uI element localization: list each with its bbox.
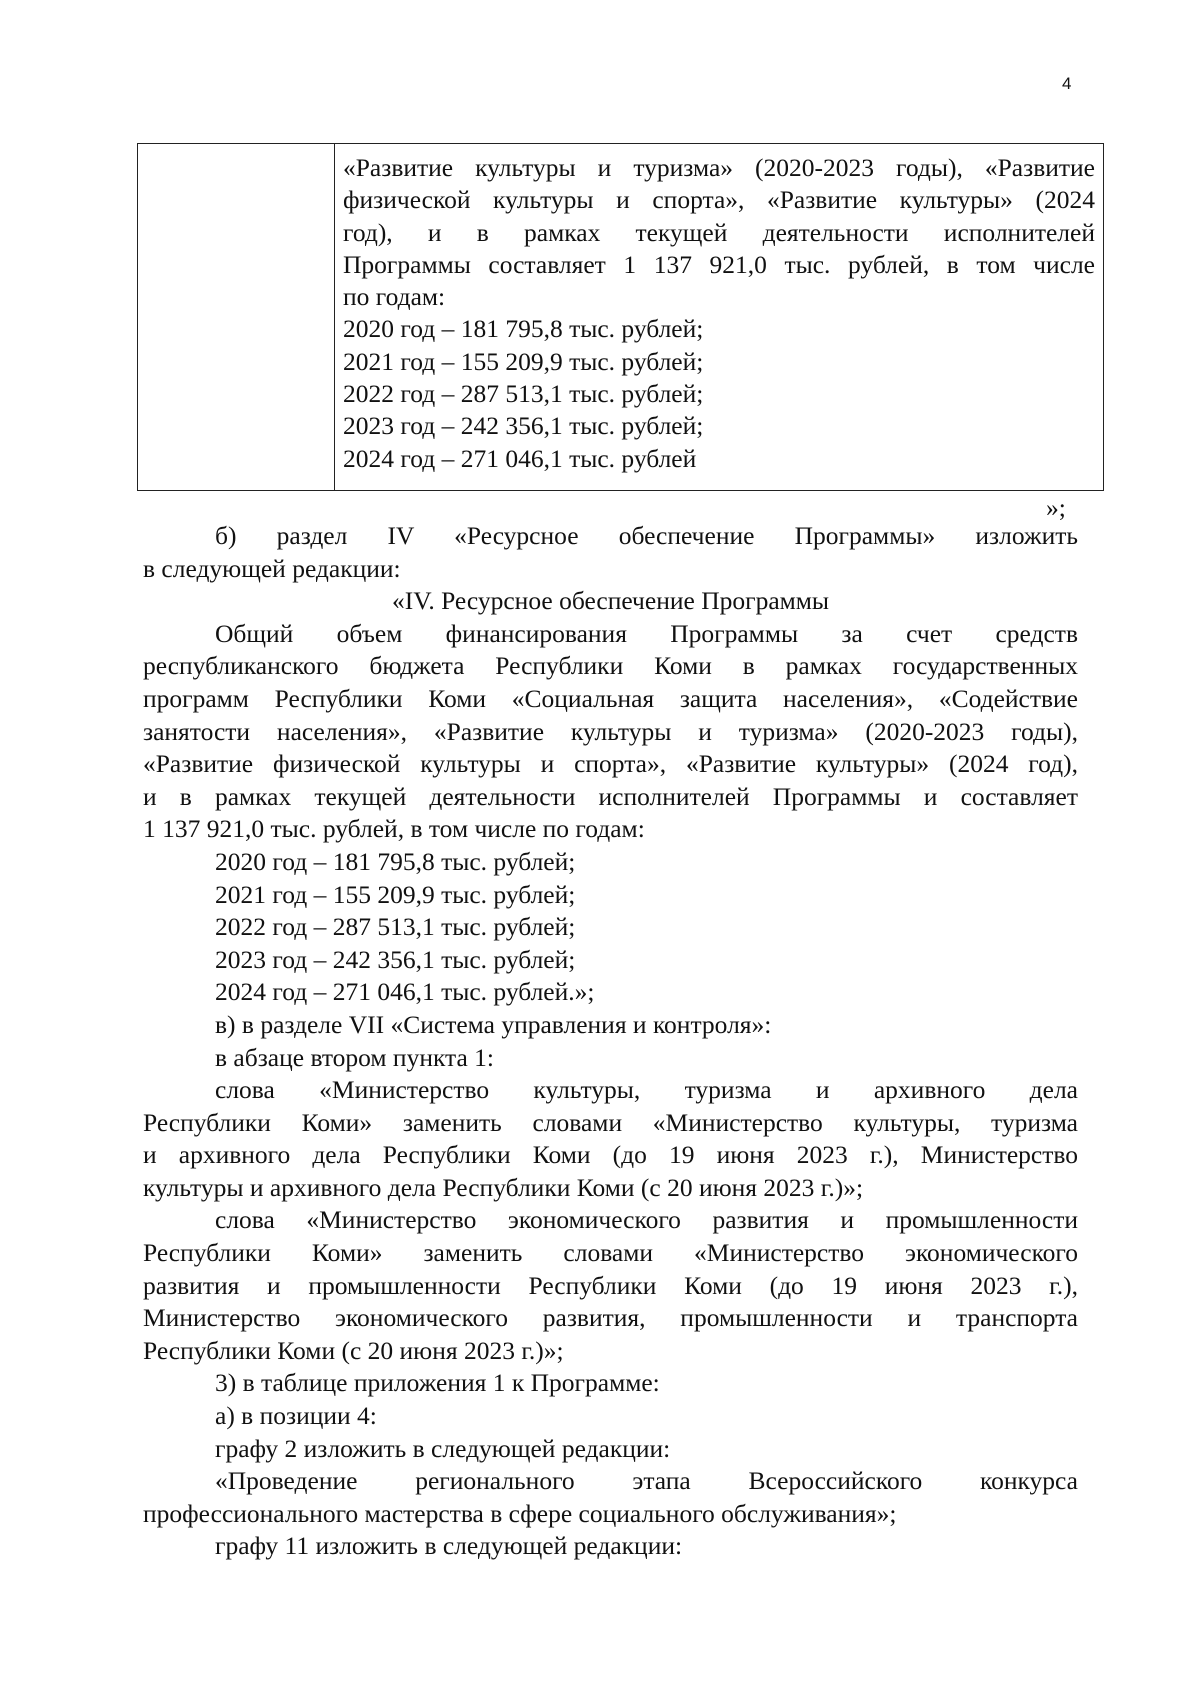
text-line: «Развитие физической культуры и спорта», «Развитие культуры» (2024 год), bbox=[143, 749, 1078, 779]
text-line: программ Республики Коми «Социальная защита населения», «Содействие bbox=[143, 683, 1078, 713]
table-cell-line: 2020 год – 181 795,8 тыс. рублей; bbox=[343, 314, 704, 344]
text-line: развития и промышленности Республики Коми (до 19 июня 2023 г.), bbox=[143, 1270, 1078, 1300]
table-cell-line: 2024 год – 271 046,1 тыс. рублей bbox=[343, 443, 697, 473]
year-line: 2022 год – 287 513,1 тыс. рублей; bbox=[215, 912, 576, 942]
text-line: «Проведение регионального этапа Всероссийского конкурса bbox=[215, 1466, 1078, 1496]
table-cell-line: «Развитие культуры и туризма» (2020-2023 годы), «Развитие bbox=[343, 153, 1095, 182]
text-line: профессионального мастерства в сфере социального обслуживания»; bbox=[143, 1498, 897, 1528]
text-line: графу 11 изложить в следующей редакции: bbox=[215, 1531, 683, 1561]
text-line: Министерство экономического развития, промышленности и транспорта bbox=[143, 1303, 1078, 1333]
table-cell-line: 2022 год – 287 513,1 тыс. рублей; bbox=[343, 379, 704, 409]
program-passport-table bbox=[137, 143, 1104, 491]
text-line: 3) в таблице приложения 1 к Программе: bbox=[215, 1368, 660, 1398]
text-line: в абзаце втором пункта 1: bbox=[215, 1042, 495, 1072]
year-line: 2023 год – 242 356,1 тыс. рублей; bbox=[215, 944, 576, 974]
table-cell-line: Программы составляет 1 137 921,0 тыс. рублей, в том числе bbox=[343, 249, 1095, 279]
table-cell-line: 2021 год – 155 209,9 тыс. рублей; bbox=[343, 346, 704, 376]
year-line: 2020 год – 181 795,8 тыс. рублей; bbox=[215, 846, 576, 876]
closing-quote: »; bbox=[1046, 493, 1066, 522]
text-line: Республики Коми» заменить словами «Министерство культуры, туризма bbox=[143, 1107, 1078, 1137]
section-heading: «IV. Ресурсное обеспечение Программы bbox=[391, 586, 830, 616]
text-line: занятости населения», «Развитие культуры и туризма» (2020-2023 годы), bbox=[143, 716, 1078, 746]
text-line: в) в разделе VII «Система управления и контроля»: bbox=[215, 1009, 772, 1039]
text-line: а) в позиции 4: bbox=[215, 1401, 377, 1431]
text-line: в следующей редакции: bbox=[143, 553, 401, 583]
year-line: 2021 год – 155 209,9 тыс. рублей; bbox=[215, 879, 576, 909]
text-line: Общий объем финансирования Программы за счет средств bbox=[215, 618, 1078, 648]
text-line: слова «Министерство культуры, туризма и архивного дела bbox=[215, 1075, 1078, 1105]
text-line: графу 2 изложить в следующей редакции: bbox=[215, 1433, 671, 1463]
text-line: республиканского бюджета Республики Коми в рамках государственных bbox=[143, 651, 1078, 681]
year-line: 2024 год – 271 046,1 тыс. рублей.»; bbox=[215, 977, 595, 1007]
table-column-divider bbox=[334, 144, 335, 490]
table-cell-line: по годам: bbox=[343, 282, 446, 312]
table-cell-line: физической культуры и спорта», «Развитие культуры» (2024 bbox=[343, 185, 1095, 215]
text-line: и в рамках текущей деятельности исполнителей Программы и составляет bbox=[143, 781, 1078, 811]
table-right-cell bbox=[343, 152, 1095, 475]
text-line: б) раздел IV «Ресурсное обеспечение Программы» изложить bbox=[215, 521, 1078, 550]
text-line: и архивного дела Республики Коми (до 19 июня 2023 г.), Министерство bbox=[143, 1140, 1078, 1170]
text-line: 1 137 921,0 тыс. рублей, в том числе по годам: bbox=[143, 814, 645, 844]
table-cell-line: 2023 год – 242 356,1 тыс. рублей; bbox=[343, 411, 704, 441]
table-cell-line: год), и в рамках текущей деятельности исполнителей bbox=[343, 217, 1095, 247]
document-body bbox=[143, 520, 1078, 1563]
text-line: слова «Министерство экономического развития и промышленности bbox=[215, 1205, 1078, 1235]
page-number: 4 bbox=[1062, 74, 1072, 93]
text-line: культуры и архивного дела Республики Коми (с 20 июня 2023 г.)»; bbox=[143, 1172, 864, 1202]
text-line: Республики Коми» заменить словами «Министерство экономического bbox=[143, 1238, 1078, 1268]
text-line: Республики Коми (с 20 июня 2023 г.)»; bbox=[143, 1335, 564, 1365]
